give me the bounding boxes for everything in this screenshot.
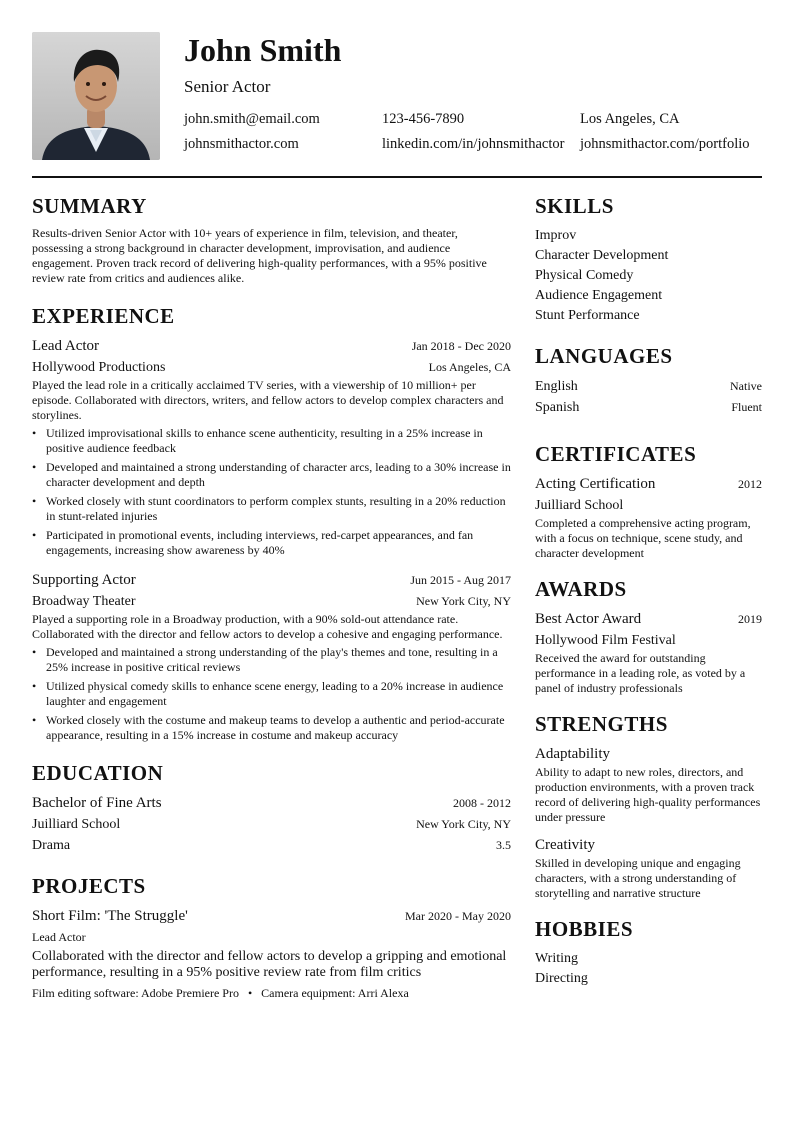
section-heading: SKILLS <box>535 194 614 218</box>
section-heading: EXPERIENCE <box>32 304 175 328</box>
strength-name: Adaptability <box>535 746 610 762</box>
section-heading: EDUCATION <box>32 761 164 785</box>
project-title: Short Film: 'The Struggle' <box>32 908 188 924</box>
achievement-bullet: • Utilized improvisational skills to enhance scene authenticity, resulting in a 25% increase in positive audience feedback <box>32 426 511 456</box>
award-name: Best Actor Award <box>535 611 642 627</box>
skill-item: Physical Comedy <box>535 268 634 283</box>
skills-section <box>535 192 762 326</box>
awards-section <box>535 575 762 696</box>
job-achievements <box>32 645 511 743</box>
project-description: Collaborated with the director and fellow actors to develop a gripping and emotional performance, resulting in a 95% positive review rate from film critics <box>32 949 507 980</box>
achievement-bullet: • Participated in promotional events, including interviews, red-carpet appearances, and fan engagements, increasing show awareness by 40% <box>32 528 511 558</box>
section-heading: CERTIFICATES <box>535 442 697 466</box>
job-dates: Jun 2015 - Aug 2017 <box>410 573 511 587</box>
tool-separator: • <box>247 986 253 1000</box>
job-company: Broadway Theater <box>32 594 136 609</box>
school-location: New York City, NY <box>416 817 511 831</box>
header-divider <box>32 176 762 178</box>
sidebar-column <box>535 192 762 989</box>
award-year: 2019 <box>738 612 762 626</box>
certificate-year: 2012 <box>738 477 762 491</box>
strengths-section <box>535 710 762 901</box>
section-heading: LANGUAGES <box>535 344 673 368</box>
person-silhouette-icon <box>32 32 160 160</box>
achievement-bullet: • Worked closely with stunt coordinators to perform complex stunts, resulting in a 20% reduction in stunt-related injuries <box>32 494 511 524</box>
main-column <box>32 192 511 1001</box>
job-dates: Jan 2018 - Dec 2020 <box>411 339 511 353</box>
skill-item: Improv <box>535 228 577 243</box>
section-heading: AWARDS <box>535 577 627 601</box>
language-name: Spanish <box>535 400 580 415</box>
experience-entry <box>32 336 511 558</box>
skill-item: Stunt Performance <box>535 308 640 323</box>
strength-name: Creativity <box>535 837 595 853</box>
skill-item: Character Development <box>535 248 669 263</box>
section-heading: SUMMARY <box>32 194 147 218</box>
projects-section <box>32 872 511 1001</box>
contact-phone[interactable]: 123-456-7890 <box>382 111 465 127</box>
job-company: Hollywood Productions <box>32 360 166 375</box>
achievement-bullet: • Developed and maintained a strong understanding of the play's themes and tone, resulting in a 25% increase in positive critical reviews <box>32 645 511 675</box>
gpa-value: 3.5 <box>496 838 511 852</box>
project-dates: Mar 2020 - May 2020 <box>405 909 511 923</box>
project-tool: Film editing software: Adobe Premiere Pro <box>32 986 239 1000</box>
hobbies-section <box>535 915 762 989</box>
certificate-name: Acting Certification <box>535 476 656 492</box>
field-of-study: Drama <box>32 838 71 853</box>
education-section <box>32 759 511 856</box>
award-description: Received the award for outstanding performance in a leading role, as voted by a panel of industry professionals <box>535 651 746 695</box>
project-tool: Camera equipment: Arri Alexa <box>261 986 409 1000</box>
achievement-bullet: • Utilized physical comedy skills to enhance scene energy, leading to a 20% increase in audience laughter and engagement <box>32 679 511 709</box>
section-heading: STRENGTHS <box>535 712 668 736</box>
profile-photo <box>32 32 160 160</box>
job-description: Played a supporting role in a Broadway production, with a 90% sold-out attendance rate. Collaborated with the director and fellow actors to develop a cohesive and engaging performance. <box>32 612 503 641</box>
degree-name: Bachelor of Fine Arts <box>32 795 162 811</box>
certificates-section <box>535 440 762 561</box>
language-level: Native <box>730 379 762 393</box>
education-dates: 2008 - 2012 <box>453 796 511 810</box>
contact-portfolio[interactable]: johnsmithactor.com/portfolio <box>580 136 750 152</box>
language-level: Fluent <box>731 400 762 414</box>
strength-description: Ability to adapt to new roles, directors, and production environments, with a proven track record of delivering high-quality performances under pressure <box>535 765 761 824</box>
summary-section <box>32 192 511 286</box>
strength-description: Skilled in developing unique and engaging characters, with a strong understanding of storytelling and narrative structure <box>535 856 741 900</box>
contact-linkedin[interactable]: linkedin.com/in/johnsmithactor <box>382 136 565 152</box>
achievement-bullet: • Worked closely with the costume and makeup teams to develop a authentic and period-accurate appearance, resulting in a 15% increase in costume and makeup accuracy <box>32 713 511 743</box>
experience-entry <box>32 570 511 743</box>
job-achievements <box>32 426 511 558</box>
experience-section <box>32 302 511 743</box>
contact-location: Los Angeles, CA <box>580 111 680 127</box>
candidate-name: John Smith <box>184 32 342 68</box>
certificate-description: Completed a comprehensive acting program, with a focus on technique, scene study, and character development <box>535 516 751 560</box>
certificate-issuer: Juilliard School <box>535 498 624 513</box>
contact-website[interactable]: johnsmithactor.com <box>184 136 299 152</box>
award-issuer: Hollywood Film Festival <box>535 633 676 648</box>
skill-item: Audience Engagement <box>535 288 663 303</box>
summary-text: Results-driven Senior Actor with 10+ years of experience in film, television, and theater, possessing a strong background in character development, improvisation, and audience engagement. Proven track record of delivering high-quality performances, with a 95% positive review rate from critics and audiences alike. <box>32 226 487 285</box>
job-location: Los Angeles, CA <box>428 360 511 374</box>
job-role: Lead Actor <box>32 338 100 354</box>
achievement-bullet: • Developed and maintained a strong understanding of character arcs, leading to a 30% increase in character development and depth <box>32 460 511 490</box>
project-tools <box>32 985 511 1001</box>
languages-section <box>535 342 762 418</box>
school-name: Juilliard School <box>32 817 121 832</box>
candidate-title: Senior Actor <box>184 77 271 96</box>
hobby-item: Directing <box>535 971 588 986</box>
job-role: Supporting Actor <box>32 572 136 588</box>
section-heading: HOBBIES <box>535 917 634 941</box>
language-name: English <box>535 379 578 394</box>
contact-email[interactable]: john.smith@email.com <box>184 111 320 127</box>
job-description: Played the lead role in a critically acclaimed TV series, with a viewership of 10 million+ per episode. Collaborated with directors, writers, and fellow actors to develop complex characters and storylines. <box>32 378 504 422</box>
project-role: Lead Actor <box>32 930 86 944</box>
hobby-item: Writing <box>535 951 578 966</box>
job-location: New York City, NY <box>416 594 511 608</box>
section-heading: PROJECTS <box>32 874 146 898</box>
